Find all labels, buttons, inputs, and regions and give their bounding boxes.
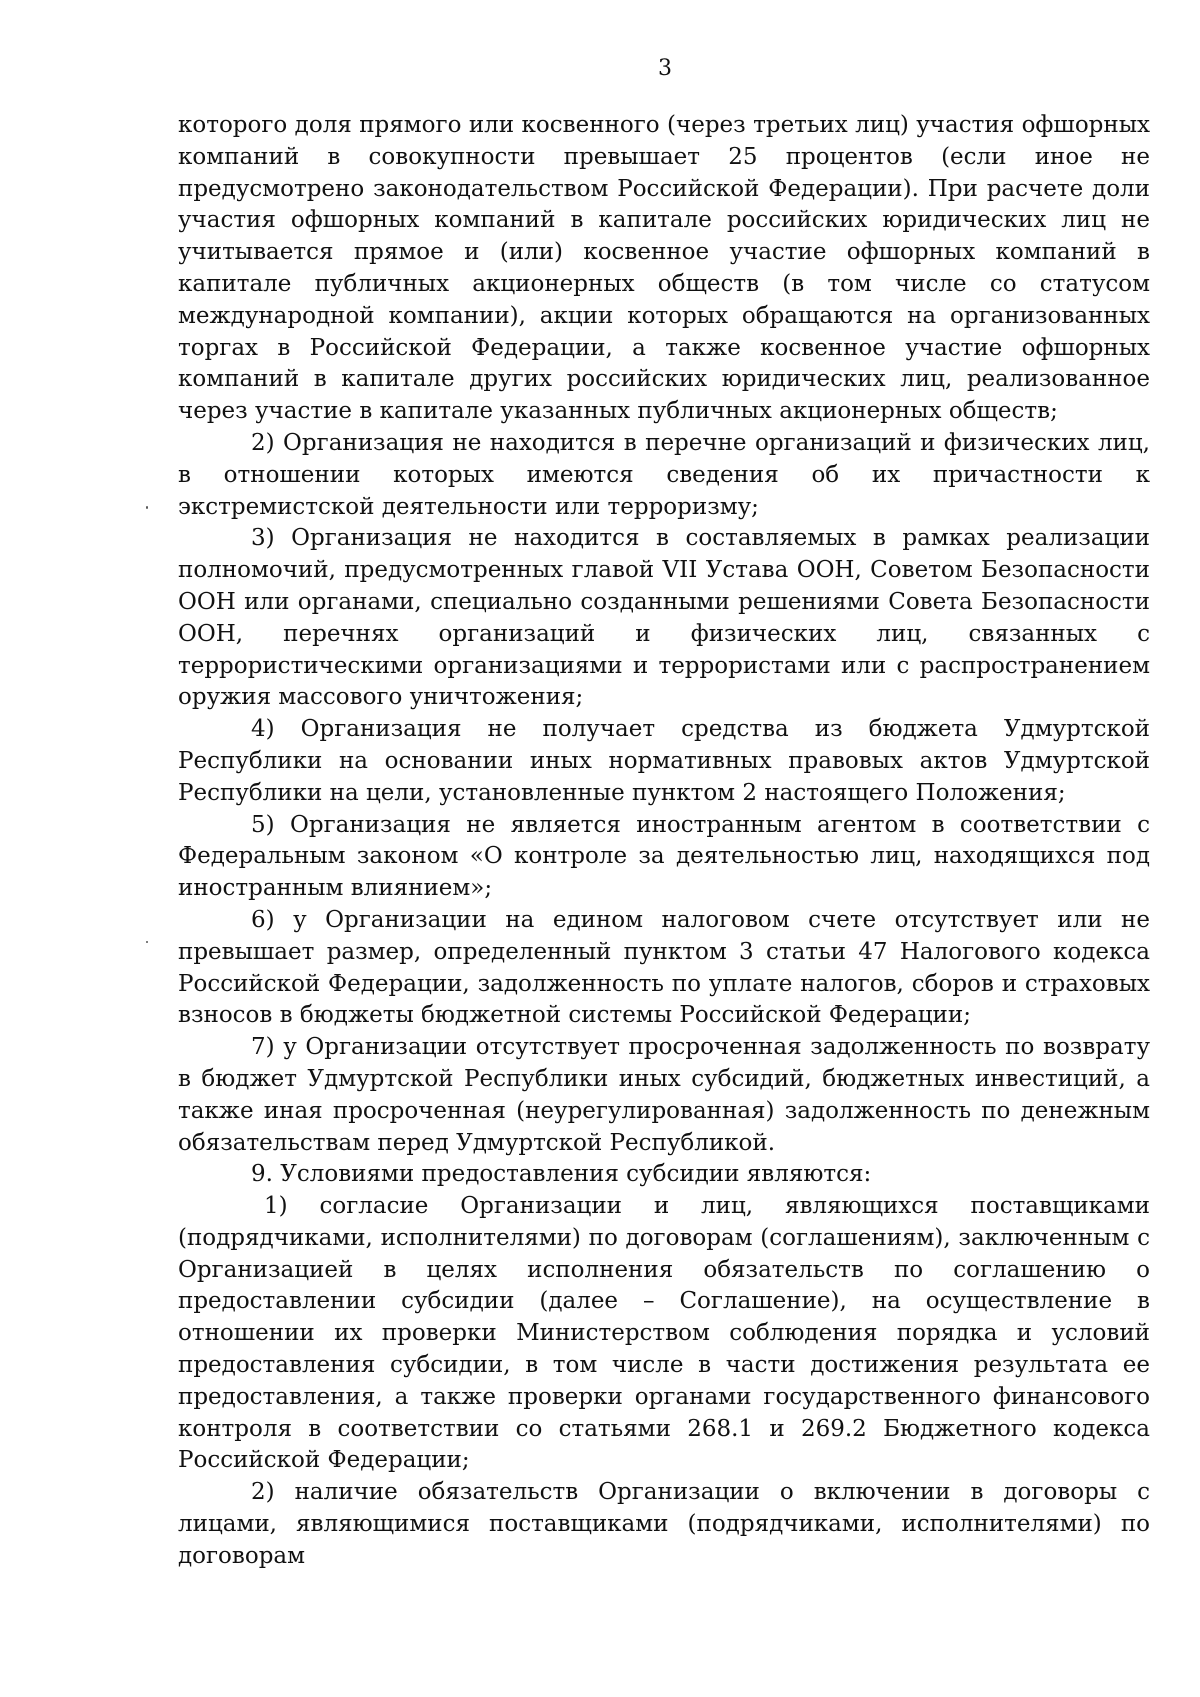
scan-speck [146, 941, 148, 943]
paragraph-condition-1-consent: 1) согласие Организации и лиц, являющихся поставщиками (подрядчиками, исполнителями) по договорам (соглашениям), заключенным с Организацией в целях исполнения обязательств по соглашению о предоставлении субсидии (далее – Соглашение), на осуществление в отношении их проверки Министерством соблюдения порядка и условий предоставления субсидии, в том числе в части достижения результата ее предоставления, а также проверки органами государственного финансового контроля в соответствии со статьями 268.1 и 269.2 Бюджетного кодекса Российской Федерации; [178, 1193, 1150, 1474]
paragraph-item-3-un-lists: 3) Организация не находится в составляемых в рамках реализации полномочий, предусмотренных главой VII Устава ООН, Советом Безопасности ООН или органами, специально созданными решениями Совета Безопасности ООН, перечнях организаций и физических лиц, связанных с террористическими организациями и террористами или с распространением оружия массового уничтожения; [178, 525, 1150, 711]
paragraph-section-9-heading: 9. Условиями предоставления субсидии являются: [251, 1161, 872, 1188]
scan-speck [146, 506, 148, 509]
paragraph-item-2-extremism: 2) Организация не находится в перечне организаций и физических лиц, в отношении которых имеются сведения об их причастности к экстремистской деятельности или терроризму; [178, 429, 1150, 520]
paragraph-item-4-budget-funds: 4) Организация не получает средства из бюджета Удмуртской Республики на основании иных нормативных правовых актов Удмуртской Республики на цели, установленные пунктом 2 настоящего Положения; [178, 716, 1150, 806]
page-number: 3 [658, 56, 672, 81]
document-body [178, 110, 1150, 1573]
paragraph-item-6-tax-debt: 6) у Организации на едином налоговом счете отсутствует или не превышает размер, определенный пунктом 3 статьи 47 Налогового кодекса Российской Федерации, задолженность по уплате налогов, сборов и страховых взносов в бюджеты бюджетной системы Российской Федерации; [178, 906, 1150, 1029]
paragraph-item-5-foreign-agent: 5) Организация не является иностранным агентом в соответствии с Федеральным законом «О контроле за деятельностью лиц, находящихся под иностранным влиянием»; [178, 811, 1150, 902]
paragraph-offshore-participation: которого доля прямого или косвенного (через третьих лиц) участия офшорных компаний в совокупности превышает 25 процентов (если иное не предусмотрено законодательством Российской Федерации). При расчете доли участия офшорных компаний в капитале российских юридических лиц не учитывается прямое и (или) косвенное участие офшорных компаний в капитале публичных акционерных обществ (в том числе со статусом международной компании), акции которых обращаются на организованных торгах в Российской Федерации, а также косвенное участие офшорных компаний в капитале других российских юридических лиц, реализованное через участие в капитале указанных публичных акционерных обществ; [178, 112, 1150, 425]
paragraph-item-7-overdue-debt: 7) у Организации отсутствует просроченная задолженность по возврату в бюджет Удмуртской Республики иных субсидий, бюджетных инвестиций, а также иная просроченная (неурегулированная) задолженность по денежным обязательствам перед Удмуртской Республикой. [178, 1034, 1150, 1156]
paragraph-condition-2-obligations: 2) наличие обязательств Организации о включении в договоры с лицами, являющимися поставщиками (подрядчиками, исполнителями) по договорам [178, 1479, 1150, 1569]
